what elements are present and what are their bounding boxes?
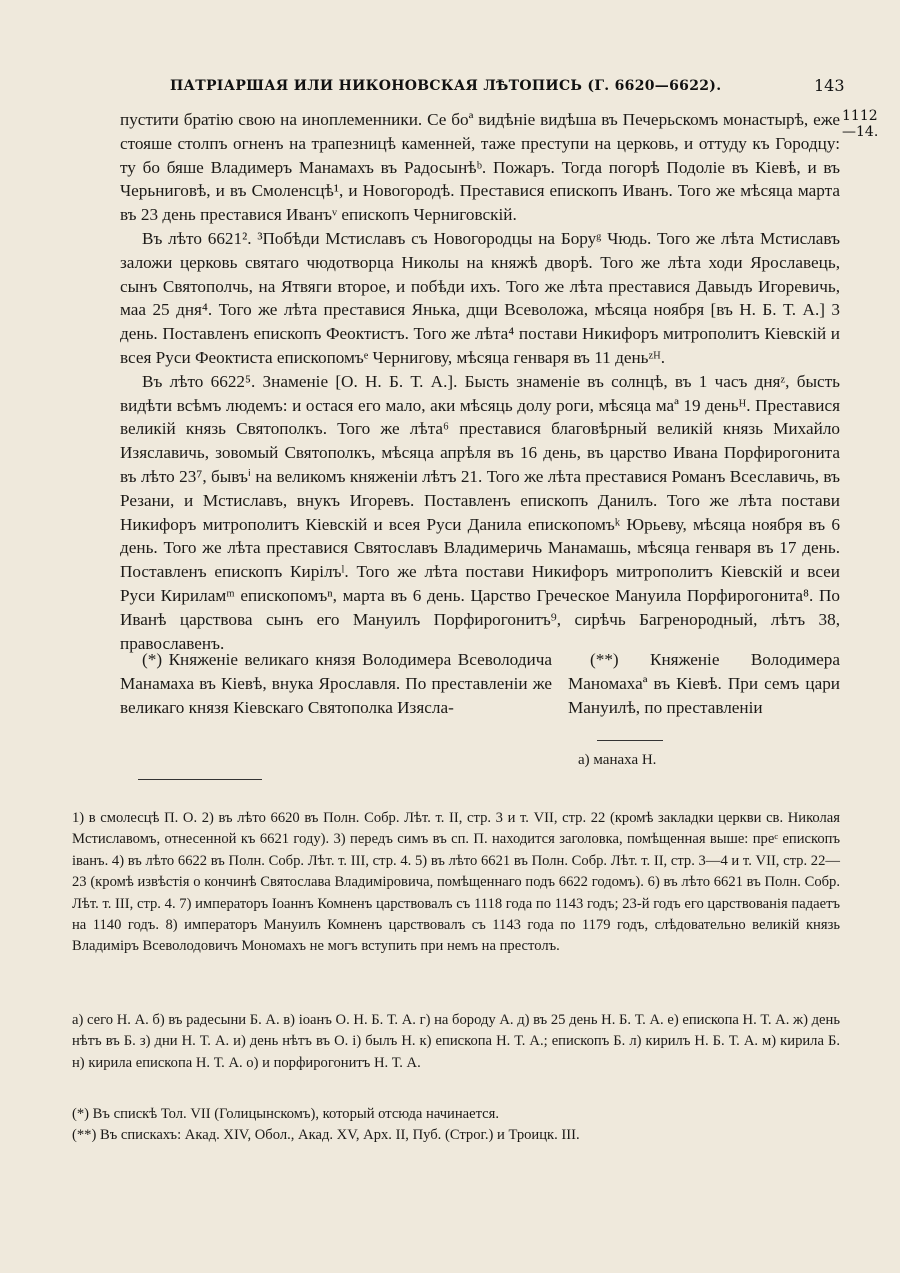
left-column bbox=[120, 648, 552, 719]
margin-year-end: —14. bbox=[842, 124, 879, 140]
lettered-footnotes bbox=[72, 1010, 840, 1074]
margin-year-range bbox=[842, 108, 878, 140]
column-divider-rule bbox=[597, 740, 663, 741]
source-note: (*) Въ спискѣ Тол. VII (Голицынскомъ), который отсюда начинается. bbox=[72, 1106, 500, 1122]
source-note: (**) Въ спискахъ: Акад. XIV, Обол., Акад. XV, Арх. II, Пуб. (Строг.) и Троицк. III. bbox=[72, 1127, 580, 1144]
margin-year-start: 1112 bbox=[842, 108, 878, 124]
running-header: ПАТРІАРШАЯ ИЛИ НИКОНОВСКАЯ ЛѢТОПИСЬ (Г. 6620—6622). bbox=[170, 78, 722, 94]
footnote-text: 1) в смолесцѣ П. О. 2) въ лѣто 6620 въ Полн. Собр. Лѣт. т. II, стр. 3 и т. VII, стр. 22 (кромѣ закладки церкви св. Николая Мстиславомъ, отнесенной къ 6621 году). 3) передъ симъ въ сп. П. находится заголовка, помѣщенная выше: преᶜ епископъ іванъ. 4) въ лѣто 6622 въ Полн. Собр. Лѣт. т. III, стр. 4. 5) въ лѣто 6621 въ Полн. Собр. Лѣт. т. II, стр. 3—4 и т. VII, стр. 22—23 (кромѣ извѣстія о кончинѣ Святослава Владиміровича, помѣщеннаго подъ 6622 годомъ). 6) въ лѣто 6621 въ Полн. Собр. Лѣт. т. III, стр. 4. 7) императоръ Іоаннъ Комненъ царствовалъ съ 1118 года по 1143 годъ; 23-й годъ его царствованія падаетъ на 1140 годъ. 8) императоръ Мануилъ Комненъ царствовалъ съ 1143 года по 1179 годъ, слѣдовательно великій князь Владиміръ Всеволодовичъ Мономахъ не могъ вступить при немъ на престолъ. bbox=[72, 810, 840, 955]
source-notes bbox=[72, 1104, 840, 1147]
footnote-text: а) сего Н. А. б) въ радесыни Б. А. в) іоанъ О. Н. Б. Т. А. г) на бороду А. д) въ 25 день Н. Б. Т. А. е) епископа Н. Т. А. ж) день нѣтъ въ Б. з) дни Н. Т. А. и) день нѣтъ въ О. і) былъ Н. к) епископа Н. Т. А.; епископъ Б. л) кирилъ Н. Б. Т. А. м) кирила Б. н) кирила епископа Н. Т. А. о) и порфирогонитъ Н. Т. А. bbox=[72, 1012, 840, 1071]
left-column-text: (*) Княженіе великаго князя Володимера Всеволодича Манамаха въ Кіевѣ, внука Ярославля. По преставленіи же великаго князя Кіевскаго Святополка Изясла- bbox=[120, 650, 552, 717]
main-text bbox=[120, 108, 840, 655]
right-column bbox=[568, 648, 840, 719]
paragraph: Въ лѣто 6622⁵. Знаменіе [О. Н. Б. Т. А.]. Бысть знаменіе въ солнцѣ, въ 1 часъ дняᶻ, бысть видѣти всѣмъ людемъ: и остася его мало, аки мѣсяць долу роги, мѣсяца маª 19 деньᴴ. Преставися великій князь Святополкъ. Того же лѣта⁶ преставися благовѣрный великій князь Михайло Изяславичь, зовомый Святополкъ, мѣсяца апрѣля въ 16 день, въ царство Ивана Порфирогонита въ лѣто 23⁷, бывъⁱ на великомъ княженіи лѣтъ 21. Того же лѣта преставися Романъ Всеславичь, въ Резани, и Мстиславъ, внукъ Игоревъ. Поставленъ епископъ Данилъ. Того же лѣта постави Никифоръ митрополитъ Кіевскій и всея Руси Данила епископомъᵏ Юрьеву, мѣсяца ноября въ 6 день. Того же лѣта преставися Святославъ Владимеричь Манамашь, мѣсяца генваря въ 17 день. Поставленъ епископъ Кирілъˡ. Того же лѣта постави Никифоръ митрополитъ Кіевскій и всеи Руси Кириламᵐ епископомъⁿ, марта въ 6 день. Царство Греческое Мануила Порфирогонита⁸. По Иванѣ царствова сынъ его Мануилъ Порфирогонитъ⁹, сирѣчь Багренородный, лѣтъ 38, православенъ. bbox=[120, 371, 840, 653]
paragraph: Въ лѣто 6621². ³Побѣди Мстиславъ съ Новогородцы на Боруᵍ Чюдь. Того же лѣта Мстиславъ заложи церковь святаго чюдотворца Николы на княжѣ дворѣ. Того же лѣта ходи Ярославець, сынъ Святополчь, на Ятвяги второе, и побѣди ихъ. Того же лѣта преставися Давыдъ Игоревичь, маа 25 дня⁴. Того же лѣта преставися Янька, дщи Всеволожа, мѣсяца ноября [въ Н. Б. Т. А.] 3 день. Поставленъ епископъ Феоктистъ. Того же лѣта⁴ постави Никифоръ митрополитъ Кіевскій и всея Руси Феоктиста епископомъᵉ Чернигову, мѣсяца генваря въ 11 деньᶻᴴ. bbox=[120, 228, 840, 367]
page-number: 143 bbox=[814, 76, 845, 95]
numbered-footnotes bbox=[72, 808, 840, 958]
paragraph: пустити братію свою на иноплеменники. Се боª видѣніе видѣша въ Печерьскомъ монастырѣ, еже стояше столпъ огненъ на трапезницѣ каменней, таже преступи на церковь, и оттуду къ Городцу: ту бо бяше Владимеръ Манамахъ въ Радосынѣᵇ. Пожаръ. Тогда погорѣ Подоліе въ Кіевѣ, и въ Черьниговѣ, и въ Смоленсцѣ¹, и Новогородѣ. Преставися епископъ Иванъ. Того же мѣсяца марта въ 23 день преставися Иванъᵛ епископъ Черниговскій. bbox=[120, 110, 840, 225]
column-footnote: а) манаха Н. bbox=[578, 752, 657, 768]
footnote-divider-rule bbox=[138, 779, 262, 780]
right-column-text: (**) Княженіе Володимера Маномахаª въ Кіевѣ. При семъ цари Мануилѣ, по преставленіи bbox=[568, 650, 840, 717]
two-column-section bbox=[120, 648, 840, 744]
